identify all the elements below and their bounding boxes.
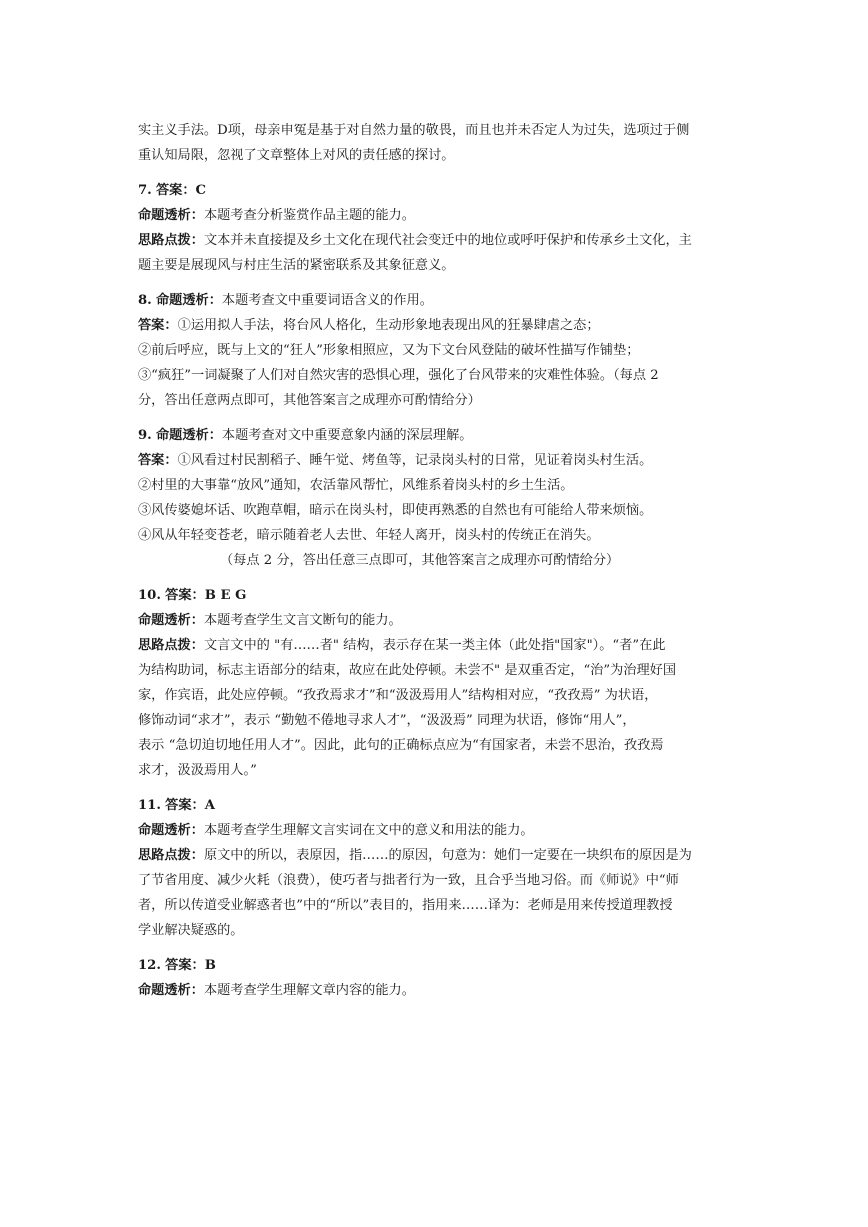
section-line [138,203,768,228]
line-text: 者，所以传道受业解惑者也”中的“所以”表目的，指用来……译为：老师是用来传授道理教授 [138,898,673,913]
line-text: （每点 2 分，答出任意三点即可，其他答案言之成理亦可酌情给分） [220,553,620,568]
section-line [138,633,768,658]
line-text: 文言文中的 "有……者" 结构，表示存在某一类主体（此处指"国家"）。“者”在此 [203,638,666,653]
section-line [138,473,768,498]
line-label: 命题透析： [138,613,204,628]
section-line [138,658,768,683]
answer-label: 答案： [165,588,205,603]
line-text: ④风从年轻变苍老，暗示随着老人去世、年轻人离开，岗头村的传统正在消失。 [138,528,600,543]
line-text: 了节省用度、减少火耗（浪费），使巧者与拙者行为一致，且合乎当地习俗。而《师说》中“师 [138,873,679,888]
section-line [138,843,768,868]
question-section [138,423,768,573]
section-line [138,868,768,893]
answer-label: 答案： [155,183,196,198]
question-section [138,953,768,1003]
question-number: 8. [138,293,152,308]
line-text: 本题考查学生理解文章内容的能力。 [203,983,415,998]
question-section [138,178,768,278]
line-text: 本题考查学生文言文断句的能力。 [203,613,402,628]
line-label: 思路点拨： [138,233,204,248]
question-section [138,288,768,413]
question-number: 7. [138,183,152,198]
intro-paragraph [138,118,768,168]
section-line [138,523,768,548]
line-text: 为结构助词，标志主语部分的结束，故应在此处停顿。未尝不" 是双重否定，“治”为治理好国 [138,663,677,678]
section-line [138,388,768,413]
section-line [138,683,768,708]
line-label: 答案： [138,318,178,333]
line-text: 题主要是展现风与村庄生活的紧密联系及其象征意义。 [138,258,455,273]
line-text: 本题考查分析鉴赏作品主题的能力。 [203,208,415,223]
line-text: ③“疯狂”一词凝聚了人们对自然灾害的恐惧心理，强化了台风带来的灾难性体验。（每点 2 [138,368,659,383]
line-text: 学业解决疑惑的。 [138,923,244,938]
line-text: 求才，汲汲焉用人。” [138,763,257,778]
section-line [138,918,768,943]
section-line [138,758,768,783]
line-label: 命题透析： [138,823,204,838]
intro-line: 实主义手法。D项，母亲申冤是基于对自然力量的敬畏，而且也并未否定人为过失，选项过于侧 [138,123,690,138]
line-label: 命题透析： [138,208,204,223]
line-text: 原文中的所以，表原因，指……的原因，句意为：她们一定要在一块织布的原因是为 [203,848,692,863]
line-text: 分，答出任意两点即可，其他答案言之成理亦可酌情给分） [138,393,481,408]
line-label: 思路点拨： [138,638,204,653]
line-text: ①运用拟人手法，将台风人格化，生动形象地表现出风的狂暴肆虐之态； [177,318,600,333]
section-line [138,818,768,843]
line-text: ③风传婆媳坏话、吹跑草帽，暗示在岗头村，即使再熟悉的自然也有可能给人带来烦恼。 [138,503,653,518]
section-line [138,423,768,448]
question-number: 9. [138,428,152,443]
section-line [138,228,768,253]
line-label: 命题透析： [155,428,222,443]
question-answer-heading [138,583,768,608]
section-line [138,288,768,313]
question-number: 12. [138,958,161,973]
question-number: 10. [138,588,161,603]
section-line [138,608,768,633]
line-text: 本题考查学生理解文言实词在文中的意义和用法的能力。 [203,823,534,838]
answer-value: B [204,958,216,973]
line-text: ①风看过村民割稻子、睡午觉、烤鱼等，记录岗头村的日常，见证着岗头村生活。 [177,453,653,468]
line-text: ②前后呼应，既与上文的“狂人”形象相照应，又为下文台风登陆的破坏性描写作铺垫； [138,343,640,358]
answer-sections [138,178,768,1003]
section-line [138,313,768,338]
line-label: 思路点拨： [138,848,204,863]
line-text: 本题考查文中重要词语含义的作用。 [221,293,433,308]
line-text: 修饰动词“求才”，表示 “勤勉不倦地寻求人才”，“汲汲焉” 同理为状语，修饰“用人”， [138,713,636,728]
line-label: 命题透析： [155,293,222,308]
question-section [138,793,768,943]
section-line [138,893,768,918]
answer-label: 答案： [165,958,205,973]
line-label: 命题透析： [138,983,204,998]
question-number: 11. [138,798,161,813]
line-label: 答案： [138,453,178,468]
question-answer-heading [138,953,768,978]
line-text: ②村里的大事靠“放风”通知，农活靠风帮忙，风维系着岗头村的乡土生活。 [138,478,574,493]
section-line [138,498,768,523]
section-line [138,338,768,363]
intro-line: 重认知局限，忽视了文章整体上对风的责任感的探讨。 [138,148,455,163]
line-text: 表示 “急切迫切地任用人才”。因此，此句的正确标点应为“有国家者，未尝不思治，孜孜焉 [138,738,664,753]
line-text: 本题考查对文中重要意象内涵的深层理解。 [221,428,473,443]
line-text: 文本并未直接提及乡土文化在现代社会变迁中的地位或呼吁保护和传承乡土文化，主 [203,233,692,248]
question-answer-heading [138,178,768,203]
section-line [138,733,768,758]
answer-label: 答案： [165,798,205,813]
line-text: 家，作宾语，此处应停顿。“孜孜焉求才”和“汲汲焉用人”结构相对应，“孜孜焉” 为状语， [138,688,658,703]
answer-value: C [195,183,207,198]
answer-value: B E G [204,588,247,603]
section-line [138,978,768,1003]
question-answer-heading [138,793,768,818]
question-section [138,583,768,783]
section-line [138,548,768,573]
section-line [138,708,768,733]
section-line [138,253,768,278]
section-line [138,448,768,473]
answer-value: A [204,798,215,813]
section-line [138,363,768,388]
